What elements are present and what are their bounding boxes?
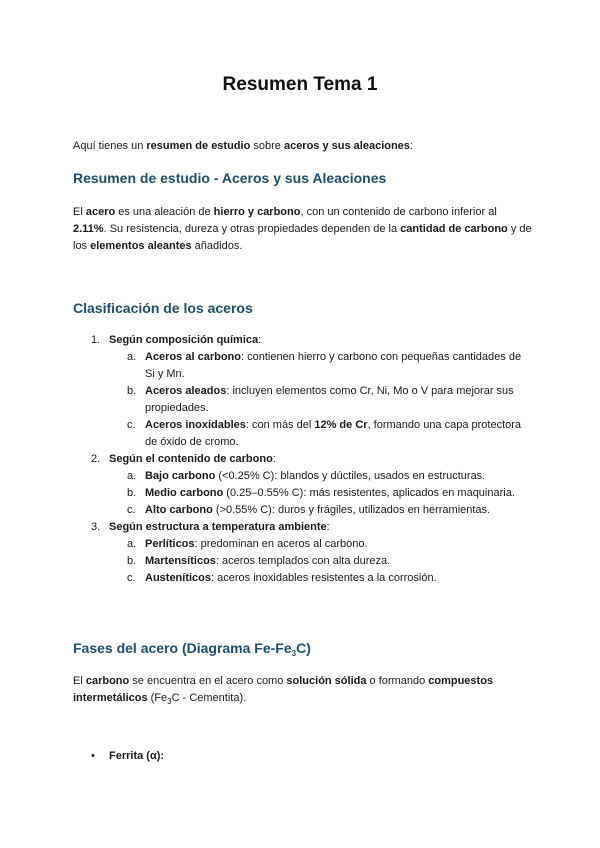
sub-list-letter: b. (127, 487, 137, 499)
list-item-suffix: : (326, 521, 330, 533)
sub-item-text: (>0.55% C): duros y frágiles, utilizados en herramientas. (212, 504, 491, 516)
para-bold: 2.11% (73, 223, 104, 235)
sub-list-item (73, 553, 533, 570)
sub-item-text: , formando una capa protectora de óxido de cromo. (145, 419, 522, 448)
sub-list-letter: a. (127, 538, 137, 550)
list-number: 1. (91, 334, 101, 346)
list-item (73, 519, 533, 536)
list-item-label: Según composición química (109, 334, 259, 346)
intro-bold: aceros y sus aleaciones (283, 140, 410, 152)
sub-list-letter: b. (127, 385, 137, 397)
heading-text: Fases del acero (Diagrama Fe-Fe (73, 640, 292, 656)
list-number: 2. (91, 453, 101, 465)
para-bold: hierro y carbono (213, 206, 301, 218)
section-heading-fases (73, 640, 311, 658)
sub-list-letter: a. (127, 470, 137, 482)
sub-item-term: Alto carbono (145, 504, 213, 516)
sub-item-term: Martensíticos (145, 555, 216, 567)
para-subscript: 3 (167, 697, 172, 706)
sub-item-text: (<0.25% C): blandos y dúctiles, usados en estructuras. (215, 470, 486, 482)
sub-item-text: : incluyen elementos como Cr, Ni, Mo o V para mejorar sus propiedades. (145, 385, 514, 414)
page-title: Resumen Tema 1 (222, 74, 378, 95)
sub-list-item (73, 485, 533, 502)
sub-list-item (73, 417, 533, 451)
list-item (73, 332, 533, 349)
sub-item-text: : aceros templados con alta dureza. (215, 555, 391, 567)
list-item-label: Según estructura a temperatura ambiente (109, 521, 327, 533)
intro-text: : (409, 140, 413, 152)
heading-subscript: 3 (291, 649, 297, 658)
para-text: El (73, 206, 86, 218)
list-number: 3. (91, 521, 101, 533)
bullet-label: Ferrita (α): (109, 750, 165, 762)
bullet-icon: • (91, 750, 95, 762)
para-text: o formando (366, 675, 429, 687)
intro-text: Aquí tienes un (73, 140, 147, 152)
intro-paragraph (73, 138, 533, 155)
para-bold: elementos aleantes (90, 240, 192, 252)
sub-list-item (73, 570, 533, 587)
sub-list-letter: c. (127, 572, 136, 584)
para-text: añadidos. (191, 240, 243, 252)
para-text: . Su resistencia, dureza y otras propiedades dependen de la (103, 223, 401, 235)
para-bold: solución sólida (286, 675, 367, 687)
section-heading-clasificacion: Clasificación de los aceros (73, 300, 253, 316)
sub-item-term: Austeníticos (145, 572, 212, 584)
sub-item-text: : aceros inoxidables resistentes a la corrosión. (211, 572, 437, 584)
acero-definition-paragraph (73, 204, 533, 255)
list-item (73, 451, 533, 468)
sub-item-term: Aceros al carbono (145, 351, 241, 363)
para-text: (Fe (147, 692, 168, 704)
list-item-label: Según el contenido de carbono (109, 453, 273, 465)
section-heading-resumen: Resumen de estudio - Aceros y sus Aleaciones (73, 170, 387, 186)
sub-item-term: Perlíticos (145, 538, 195, 550)
para-text: , con un contenido de carbono inferior al (300, 206, 497, 218)
para-text: es una aleación de (115, 206, 214, 218)
sub-list-item (73, 349, 533, 383)
sub-item-text: : predominan en aceros al carbono. (194, 538, 368, 550)
list-item-suffix: : (258, 334, 262, 346)
sub-item-term: Medio carbono (145, 487, 224, 499)
sub-list-letter: a. (127, 351, 137, 363)
para-text: y de los (73, 223, 532, 252)
sub-item-text: : con más del (245, 419, 315, 431)
heading-text: C) (296, 640, 311, 656)
para-bold: acero (85, 206, 116, 218)
sub-list-letter: b. (127, 555, 137, 567)
para-text: C - Cementita). (171, 692, 247, 704)
list-item-suffix: : (272, 453, 276, 465)
sub-list-item (73, 502, 533, 519)
para-bold: cantidad de carbono (400, 223, 508, 235)
carbono-paragraph (73, 673, 533, 710)
sub-item-term: Aceros inoxidables (145, 419, 246, 431)
sub-item-text: (0.25–0.55% C): más resistentes, aplicados en maquinaria. (223, 487, 515, 499)
sub-item-text: : contienen hierro y carbono con pequeñas cantidades de Si y Mn. (145, 351, 522, 380)
intro-text: sobre (250, 140, 284, 152)
para-text: se encuentra en el acero como (129, 675, 287, 687)
sub-list-item (73, 468, 533, 485)
para-text: El (73, 675, 86, 687)
sub-list-item (73, 536, 533, 553)
sub-item-term: Aceros aleados (145, 385, 227, 397)
sub-list-letter: c. (127, 419, 136, 431)
sub-list-letter: c. (127, 504, 136, 516)
para-bold: carbono (85, 675, 130, 687)
sub-item-term: 12% de Cr (314, 419, 368, 431)
para-bold: compuestos intermetálicos (73, 675, 494, 704)
intro-bold: resumen de estudio (146, 140, 251, 152)
sub-list-item (73, 383, 533, 417)
sub-item-term: Bajo carbono (145, 470, 216, 482)
clasificacion-list (73, 332, 533, 587)
